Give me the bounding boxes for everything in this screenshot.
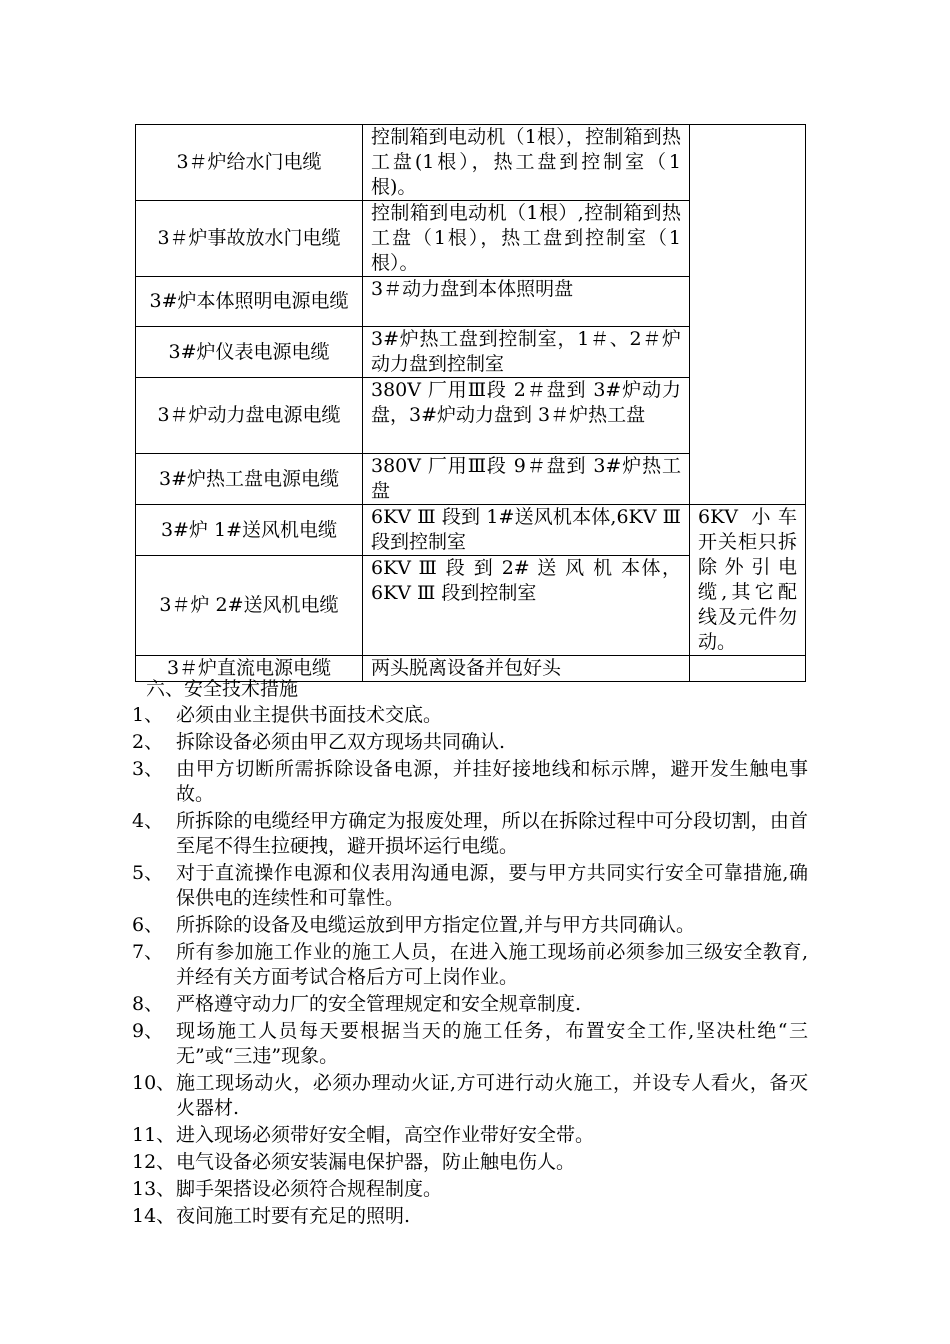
item-number: 7、 xyxy=(132,941,164,963)
item-text: 由甲方切断所需拆除设备电源，并挂好接地线和标示牌，避开发生触电事故。 xyxy=(176,758,808,805)
item-number: 12、 xyxy=(132,1151,176,1173)
item-number: 11、 xyxy=(132,1124,176,1146)
cable-name-cell: 3＃炉直流电源电缆 xyxy=(136,656,363,682)
list-item xyxy=(132,940,808,990)
cable-route-cell: 控制箱到电动机（1根），控制箱到热工盘(1根），热工盘到控制室（1根)。 xyxy=(363,125,690,201)
list-item xyxy=(132,1123,808,1148)
list-item xyxy=(132,861,808,911)
item-number: 4、 xyxy=(132,810,164,832)
item-number: 6、 xyxy=(132,914,164,936)
item-text: 严格遵守动力厂的安全管理规定和安全规章制度. xyxy=(176,993,582,1015)
item-text: 进入现场必须带好安全帽，高空作业带好安全带。 xyxy=(176,1124,595,1146)
item-number: 5、 xyxy=(132,862,164,884)
list-item xyxy=(132,730,808,755)
cable-route-cell: 6KV Ⅲ 段 到 2# 送 风 机 本体，6KV Ⅲ 段到控制室 xyxy=(363,556,690,656)
empty-note-cell xyxy=(690,125,806,505)
cable-route-cell: 380V 厂用Ⅲ段 9＃盘到 3#炉热工盘 xyxy=(363,454,690,505)
safety-measures-list xyxy=(132,703,808,1231)
item-number: 1、 xyxy=(132,704,164,726)
item-number: 3、 xyxy=(132,758,164,780)
list-item xyxy=(132,913,808,938)
empty-note-cell xyxy=(690,656,806,682)
cable-route-cell: 控制箱到电动机（1根）,控制箱到热工盘（1根），热工盘到控制室（1根）。 xyxy=(363,201,690,277)
cable-route-cell: 3#炉热工盘到控制室，1＃、2＃炉动力盘到控制室 xyxy=(363,327,690,378)
list-item xyxy=(132,703,808,728)
list-item xyxy=(132,992,808,1017)
remark-cell: 6KV 小车开关柜只拆除外引电缆,其它配线及元件勿动。 xyxy=(690,505,806,656)
cable-name-cell: 3#炉本体照明电源电缆 xyxy=(136,277,363,327)
list-item xyxy=(132,1150,808,1175)
cable-route-cell: 3＃动力盘到本体照明盘 xyxy=(363,277,690,327)
table-row xyxy=(136,125,806,201)
cable-name-cell: 3＃炉事故放水门电缆 xyxy=(136,201,363,277)
item-number: 10、 xyxy=(132,1072,176,1094)
list-item xyxy=(132,1071,808,1121)
item-text: 电气设备必须安装漏电保护器，防止触电伤人。 xyxy=(176,1151,576,1173)
item-number: 8、 xyxy=(132,993,164,1015)
item-text: 所拆除的电缆经甲方确定为报废处理，所以在拆除过程中可分段切割，由首至尾不得生拉硬拽，避开损坏运行电缆。 xyxy=(176,810,808,857)
table-row xyxy=(136,505,806,556)
item-number: 13、 xyxy=(132,1178,176,1200)
item-text: 必须由业主提供书面技术交底。 xyxy=(176,704,443,726)
item-text: 对于直流操作电源和仪表用沟通电源，要与甲方共同实行安全可靠措施,确保供电的连续性和可靠性。 xyxy=(176,862,808,909)
cable-name-cell: 3#炉热工盘电源电缆 xyxy=(136,454,363,505)
cable-name-cell: 3＃炉给水门电缆 xyxy=(136,125,363,201)
list-item xyxy=(132,1204,808,1229)
cable-name-cell: 3#炉 1#送风机电缆 xyxy=(136,505,363,556)
list-item xyxy=(132,757,808,807)
list-item xyxy=(132,1019,808,1069)
list-item xyxy=(132,1177,808,1202)
item-number: 14、 xyxy=(132,1205,176,1227)
cable-name-cell: 3＃炉 2#送风机电缆 xyxy=(136,556,363,656)
cable-route-cell: 两头脱离设备并包好头 xyxy=(363,656,690,682)
cable-name-cell: 3#炉仪表电源电缆 xyxy=(136,327,363,378)
cable-route-cell: 380V 厂用Ⅲ段 2＃盘到 3#炉动力盘，3#炉动力盘到 3＃炉热工盘 xyxy=(363,378,690,454)
cable-name-cell: 3＃炉动力盘电源电缆 xyxy=(136,378,363,454)
list-item xyxy=(132,809,808,859)
item-text: 脚手架搭设必须符合规程制度。 xyxy=(176,1178,443,1200)
item-text: 施工现场动火，必须办理动火证,方可进行动火施工，并设专人看火，备灭火器材. xyxy=(176,1072,808,1119)
item-text: 拆除设备必须由甲乙双方现场共同确认. xyxy=(176,731,506,753)
item-number: 2、 xyxy=(132,731,164,753)
cable-removal-table xyxy=(135,124,806,682)
item-text: 夜间施工时要有充足的照明. xyxy=(176,1205,411,1227)
item-number: 9、 xyxy=(132,1020,164,1042)
cable-route-cell: 6KV Ⅲ 段到 1#送风机本体,6KV Ⅲ 段到控制室 xyxy=(363,505,690,556)
item-text: 所拆除的设备及电缆运放到甲方指定位置,并与甲方共同确认。 xyxy=(176,914,696,936)
section-heading: 六、安全技术措施 xyxy=(146,678,299,700)
item-text: 现场施工人员每天要根据当天的施工任务，布置安全工作,坚决杜绝“三无”或“三违”现象。 xyxy=(176,1020,808,1067)
item-text: 所有参加施工作业的施工人员，在进入施工现场前必须参加三级安全教育,并经有关方面考试合格后方可上岗作业。 xyxy=(176,941,808,988)
